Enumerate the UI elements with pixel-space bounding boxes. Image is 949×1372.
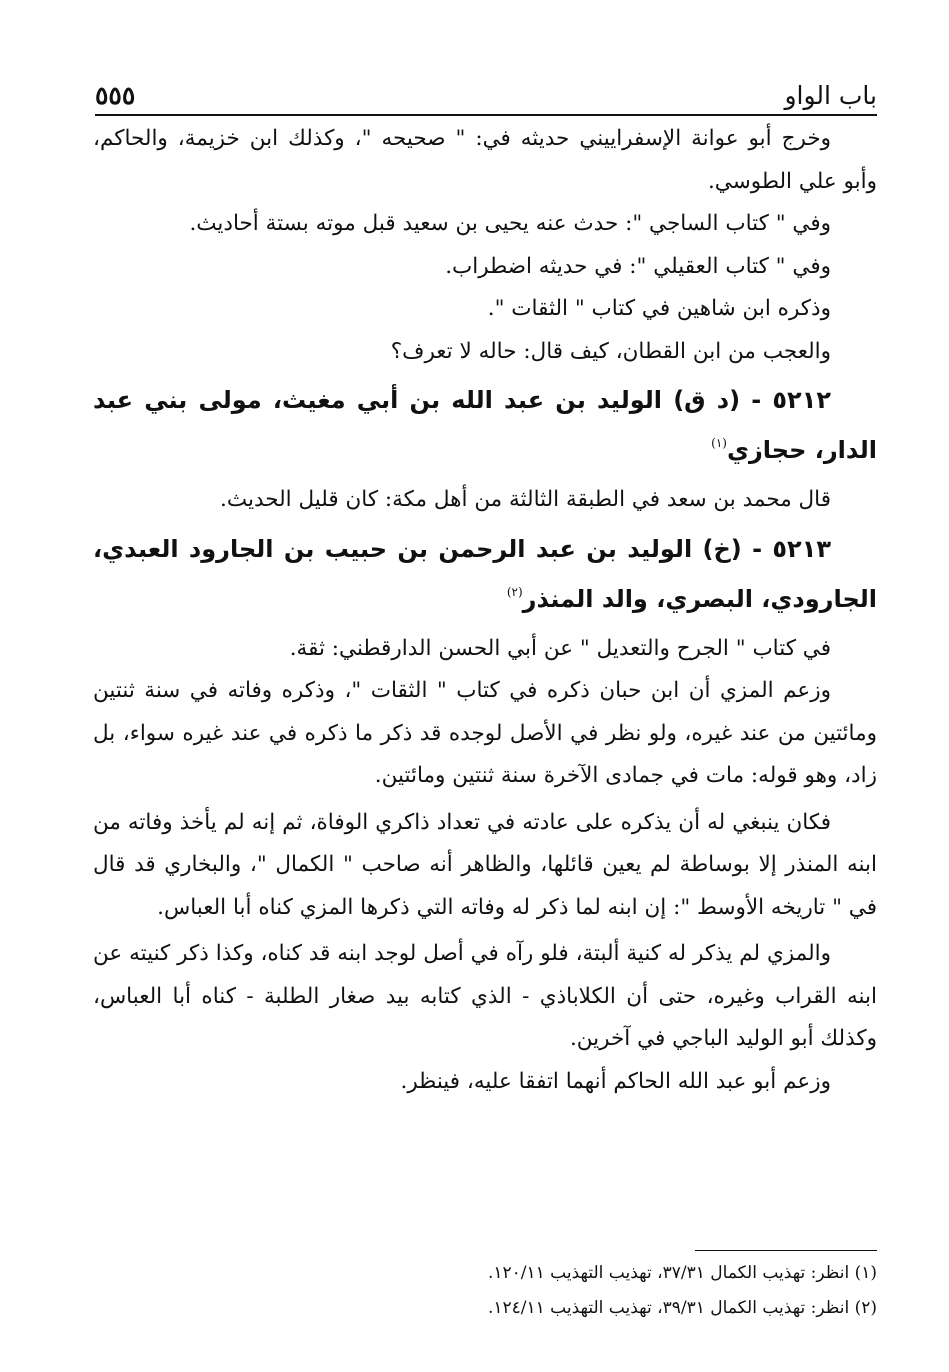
entry-heading-5212-text: ٥٢١٢ - (د ق) الوليد بن عبد الله بن أبي مغيث، مولى بني عبد الدار، حجازي [93,386,877,464]
entry-5213-mizzi-claim: وزعم المزي أن ابن حبان ذكره في كتاب " الثقات "، وذكره وفاته في سنة ثنتين ومائتين من عند غيره، ولو نظر في الأصل لوجده قد ذكر ما ذكره في عند غيره سواء، بل زاد، وهو قوله: مات في جمادى الآخرة سنة ثنتين ومائتين. [93,678,877,788]
footnotes [95,1256,877,1326]
header-rule [95,114,877,116]
entry-5213-hakim: وزعم أبو عبد الله الحاكم أنهما اتفقا عليه، فينظر. [400,1068,831,1094]
paragraph-abu-awana: وخرج أبو عوانة الإسفراييني حديثه في: " صحيحه "، وكذلك ابن خزيمة، والحاكم، وأبو علي الطوسي. [93,126,877,194]
entry-5212-text: قال محمد بن سعد في الطبقة الثالثة من أهل مكة: كان قليل الحديث. [220,487,831,512]
entry-5213-kunya: والمزي لم يذكر له كنية ألبتة، فلو رآه في أصل لوجد ابنه قد كناه، وكذا ذكر كنيته عن ابنه القراب وغيره، حتى أن الكلاباذي - الذي كتابه بيد صغار الطلبة - كناه أبا العباس، وكذلك أبو الوليد الباجي في آخرين. [93,941,877,1051]
footnote-rule [695,1250,877,1251]
footnote-ref-1: (١) [711,436,727,450]
entry-heading-5212 [93,375,877,475]
paragraph-uqayli: وفي " كتاب العقيلي ": في حديثه اضطراب. [445,253,831,279]
paragraph-ibn-qattan: والعجب من ابن القطان، كيف قال: حاله لا تعرف؟ [390,338,831,364]
main-text [93,118,877,1103]
entry-5213-analysis: فكان ينبغي له أن يذكره على عادته في تعداد ذاكري الوفاة، ثم إنه لم يأخذ وفاته من ابنه المنذر إلا بوساطة لم يعين قائلها، والظاهر أنه صاحب " الكمال "، والبخاري قد قال في " تاريخه الأوسط ": إن ابنه لما ذكر له وفاته التي ذكرها المزي كناه أبا العباس. [93,809,877,920]
paragraph-ibn-shahin: وذكره ابن شاهين في كتاب " الثقات ". [487,296,831,321]
footnote-ref-2: (٢) [506,584,523,599]
page-number: ٥٥٥ [95,81,136,110]
running-head [95,68,877,108]
footnote-2: (٢) انظر: تهذيب الكمال ٣٩/٣١، تهذيب التهذيب ١٢٤/١١. [487,1298,877,1318]
entry-heading-5213-text: ٥٢١٣ - (خ) الوليد بن عبد الرحمن بن حبيب بن الجارود العبدي، الجارودي، البصري، والد المنذر [93,534,877,613]
paragraph-saji: وفي " كتاب الساجي ": حدث عنه يحيى بن سعيد قبل موته بستة أحاديث. [189,211,831,236]
entry-heading-5213 [93,524,877,624]
footnote-1: (١) انظر: تهذيب الكمال ٣٧/٣١، تهذيب التهذيب ١٢٠/١١. [487,1263,877,1283]
entry-5213-jarh: في كتاب " الجرح والتعديل " عن أبي الحسن الدارقطني: ثقة. [289,635,831,661]
section-title: باب الواو [784,81,877,110]
